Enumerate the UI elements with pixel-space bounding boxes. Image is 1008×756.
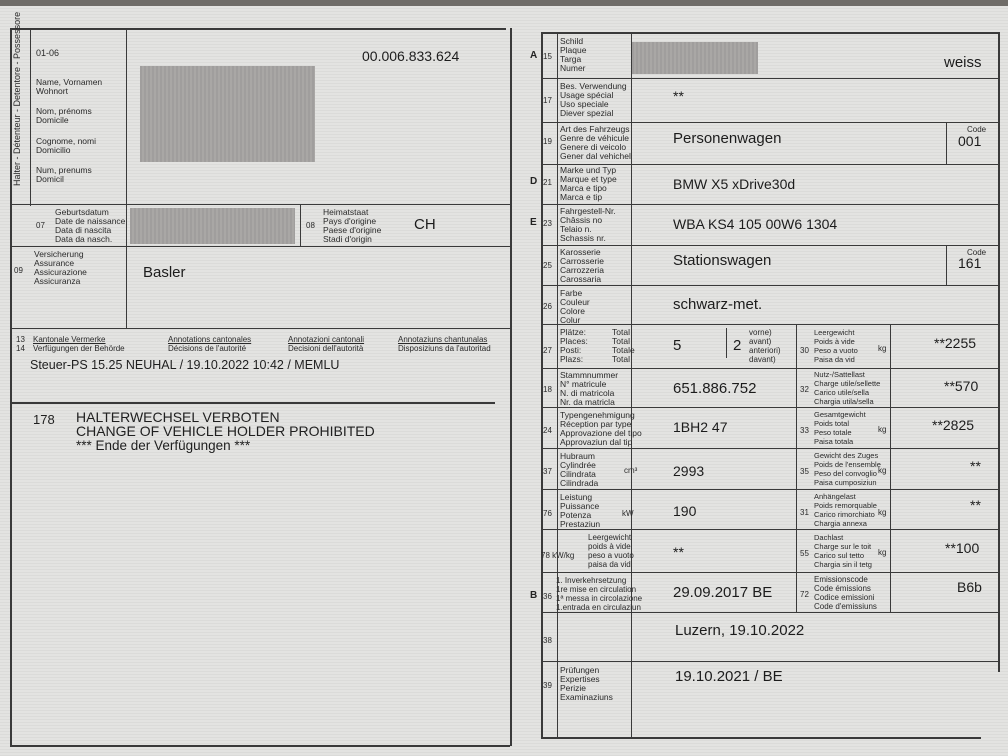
field-origin-label: Heimatstaat Pays d'origine Paese d'origine Stadi d'origin	[323, 207, 382, 244]
emission-code-value: B6b	[957, 579, 982, 595]
unit-kg-55: kg	[878, 548, 887, 557]
train-weight-value: **	[970, 458, 981, 474]
field-number-78: 78 kW/kg	[541, 551, 575, 560]
redacted-holder-name	[140, 66, 315, 162]
field-number-35: 35	[800, 467, 809, 476]
cantonal-notes-rm: Annotaziuns chantunalas	[398, 335, 488, 344]
redacted-plate-number	[632, 42, 758, 74]
inspection-value: 19.10.2021 / BE	[675, 668, 783, 685]
issue-place-date-value: Luzern, 19.10.2022	[675, 622, 805, 639]
unit-kg-31: kg	[878, 508, 887, 517]
chassis-number-value: WBA KS4 105 00W6 1304	[673, 216, 838, 232]
field-make-model-label: Marke und Typ Marque et type Marca e tipo Marca e tip	[560, 165, 617, 202]
field-number-08: 08	[306, 221, 315, 230]
field-number-37: 37	[543, 467, 552, 476]
field-number-14: 14	[16, 344, 25, 353]
field-emission-code-label: Emissionscode Code émissions Codice emissioni Code d'emissiuns	[814, 575, 877, 611]
field-chassis-label: Fahrgestell-Nr. Châssis no Telaio n. Schassis nr.	[560, 206, 616, 243]
authority-decisions-it: Decisioni dell'autorità	[288, 344, 364, 353]
power-weight-value: **	[673, 544, 684, 560]
field-number-25: 25	[543, 261, 552, 270]
field-vehicle-type-label: Art des Fahrzeugs Genre de véhicule Genere di veicolo Gener dal vehichel	[560, 124, 631, 161]
seats-total-value: 5	[673, 337, 682, 354]
unit-kg-35: kg	[878, 466, 887, 475]
field-payload-label: Nutz-/Sattellast Charge utile/sellette Carico utile/sella Chargia utila/sella	[814, 370, 881, 406]
field-number-26: 26	[543, 302, 552, 311]
field-name-it: Cognome, nomi Domicilio	[36, 136, 97, 155]
body-type-code: 161	[958, 255, 982, 271]
field-number-21: 21	[543, 178, 552, 187]
tax-ps-line: Steuer-PS 15.25 NEUHAL / 19.10.2022 10:42 / MEMLU	[30, 358, 340, 372]
make-model-value: BMW X5 xDrive30d	[673, 176, 796, 192]
cantonal-notes-fr: Annotations cantonales	[168, 335, 252, 344]
field-seats-label: Plätze: Places: Posti: Plazs:	[560, 327, 588, 364]
insurance-value: Basler	[143, 264, 186, 281]
field-displacement-label: Hubraum Cylindrée Cilindrata Cilindrada	[560, 451, 599, 488]
field-body-label: Karosserie Carrosserie Carrozzeria Carossaria	[560, 247, 604, 284]
field-number-72: 72	[800, 590, 809, 599]
field-number-19: 19	[543, 137, 552, 146]
field-type-approval-label: Typengenehmigung Réception par type Approvazione del tipo Approvaziun dal tip	[560, 410, 642, 447]
field-number-15: 15	[543, 52, 552, 61]
field-special-use-label: Bes. Verwendung Usage spécial Uso speciale Diever spezial	[560, 81, 627, 118]
roof-load-value: **100	[945, 540, 980, 556]
field-seats-total-label: Total Total Totale Total	[612, 327, 635, 364]
unit-kg-30: kg	[878, 344, 887, 353]
unit-cm3: cm³	[624, 466, 638, 475]
doc-number: 00.006.833.624	[362, 48, 460, 64]
color-value: schwarz-met.	[673, 296, 763, 313]
master-number-value: 651.886.752	[673, 380, 757, 397]
empty-weight-value: **2255	[934, 335, 977, 351]
field-first-registration-label: 1. Inverkehrsetzung 1re mise en circulation 1ª messa in circolazione 1.entrada en circulaziun	[556, 576, 643, 612]
authority-decisions-de: Verfügungen der Behörde	[33, 344, 125, 353]
note-code: 178	[33, 412, 55, 427]
note-end-of-decisions: *** Ende der Verfügungen ***	[76, 438, 251, 453]
doc-code: 01-06	[36, 48, 60, 58]
special-use-value: **	[673, 88, 684, 104]
field-number-33: 33	[800, 426, 809, 435]
note-holder-change-en: CHANGE OF VEHICLE HOLDER PROHIBITED	[76, 423, 375, 439]
plate-color-value: weiss	[944, 54, 982, 71]
unit-kw: kW	[622, 509, 634, 518]
field-number-31: 31	[800, 508, 809, 517]
field-number-36: 36	[543, 592, 552, 601]
field-number-18: 18	[543, 385, 552, 394]
field-number-09: 09	[14, 266, 23, 275]
body-code-label: Code	[967, 248, 987, 257]
field-roof-load-label: Dachlast Charge sur le toit Carico sul tetto Chargia sin il tetg	[814, 533, 872, 569]
field-number-07: 07	[36, 221, 45, 230]
field-number-30: 30	[800, 346, 809, 355]
field-number-13: 13	[16, 335, 25, 344]
origin-value: CH	[414, 216, 436, 233]
field-total-weight-label: Gesamtgewicht Poids total Peso totale Paisa totala	[814, 410, 866, 446]
cantonal-notes-de: Kantonale Vermerke	[33, 335, 106, 344]
field-number-24: 24	[543, 426, 552, 435]
field-train-weight-label: Gewicht des Zuges Poids de l'ensemble Peso del convoglio Paisa cumposiziun	[814, 451, 881, 487]
section-letter-e: E	[530, 217, 537, 228]
first-registration-value: 29.09.2017 BE	[673, 584, 773, 601]
section-letter-b: B	[530, 590, 538, 601]
field-number-27: 27	[543, 346, 552, 355]
field-name-de: Name, Vornamen Wohnort	[36, 77, 103, 96]
vehicle-registration-document	[0, 6, 1008, 756]
type-approval-value: 1BH2 47	[673, 419, 728, 435]
field-seats-front-label: vorne) avant) anteriori) davant)	[749, 328, 781, 364]
holder-side-label: Halter - Détenteur - Detentore - Possessore	[12, 11, 22, 186]
displacement-value: 2993	[673, 463, 705, 479]
field-inspections-label: Prüfungen Expertises Perizie Examinaziuns	[560, 665, 613, 702]
payload-value: **570	[944, 378, 979, 394]
field-towing-load-label: Anhängelast Poids remorquable Carico rimorchiato Chargia annexa	[814, 492, 877, 528]
vehicle-type-code: 001	[958, 133, 982, 149]
field-number-32: 32	[800, 385, 809, 394]
field-power-label: Leistung Puissance Potenza Prestaziun	[560, 492, 601, 529]
field-empty-weight-label: Leergewicht Poids à vide Peso a vuoto Paisa da vid	[814, 328, 858, 364]
vehicle-type-code-label: Code	[967, 125, 987, 134]
cantonal-notes-it: Annotazioni cantonali	[288, 335, 365, 344]
field-number-23: 23	[543, 219, 552, 228]
field-master-number-label: Stammnummer N° matricule N. di matricola Nr. da matricla	[560, 370, 619, 407]
vehicle-type-value: Personenwagen	[673, 130, 782, 147]
field-name-rm: Num, prenums Domicil	[36, 165, 92, 184]
field-power-weight-label: Leergewicht poids à vide peso a vuoto paisa da vid	[588, 533, 634, 569]
field-plate-label: Schild Plaque Targa Numer	[560, 36, 587, 73]
authority-decisions-fr: Décisions de l'autorité	[168, 344, 247, 353]
seats-front-value: 2	[733, 337, 742, 354]
towing-load-value: **	[970, 497, 981, 513]
field-name-fr: Nom, prénoms Domicile	[36, 106, 92, 125]
redacted-birthdate	[130, 208, 295, 244]
body-type-value: Stationswagen	[673, 252, 772, 269]
field-number-55: 55	[800, 549, 809, 558]
note-holder-change-de: HALTERWECHSEL VERBOTEN	[76, 409, 280, 425]
section-letter-a: A	[530, 50, 538, 61]
unit-kg-33: kg	[878, 425, 887, 434]
field-birthdate-label: Geburtsdatum Date de naissance Data di nascita Data da nasch.	[55, 207, 126, 244]
total-weight-value: **2825	[932, 417, 975, 433]
authority-decisions-rm: Disposiziuns da l'autoritad	[398, 344, 491, 353]
field-color-label: Farbe Couleur Colore Colur	[560, 288, 590, 325]
field-number-17: 17	[543, 96, 552, 105]
field-number-76: 76	[543, 509, 552, 518]
field-insurance-label: Versicherung Assurance Assicurazione Assicuranza	[34, 249, 87, 286]
field-number-38: 38	[543, 636, 552, 645]
section-letter-d: D	[530, 176, 538, 187]
field-number-39: 39	[543, 681, 552, 690]
power-value: 190	[673, 503, 697, 519]
